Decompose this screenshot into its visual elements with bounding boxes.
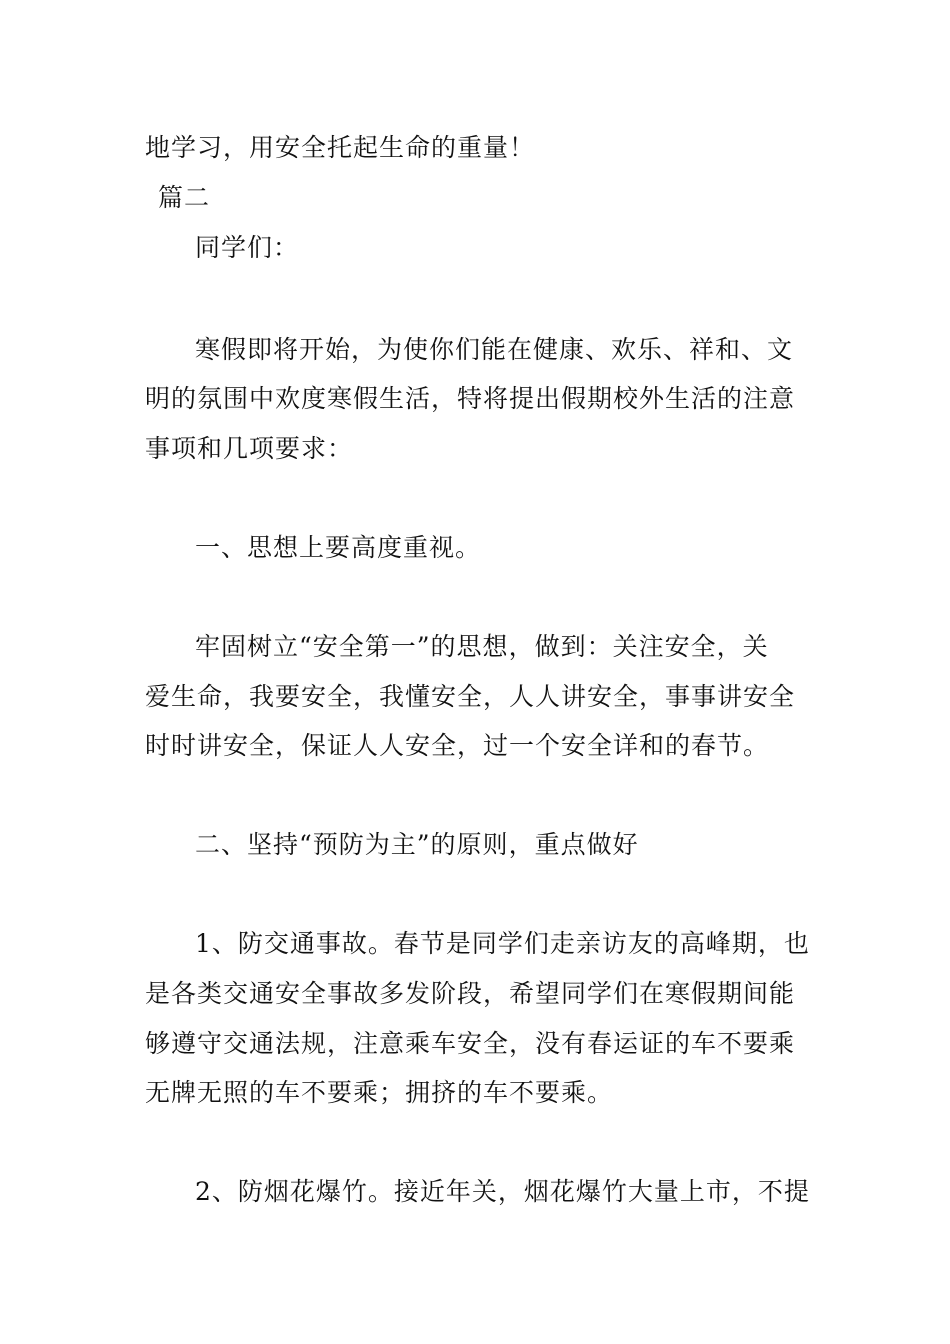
paragraph-line: 够遵守交通法规，注意乘车安全，没有春运证的车不要乘 (145, 1029, 796, 1058)
paragraph-line: 牢固树立“安全第一”的思想，做到：关注安全，关 (195, 632, 769, 661)
paragraph-line: 明的氛围中欢度寒假生活，特将提出假期校外生活的注意 (145, 384, 796, 413)
paragraph-line: 寒假即将开始，为使你们能在健康、欢乐、祥和、文 (195, 335, 794, 364)
paragraph-line: 无牌无照的车不要乘；拥挤的车不要乘。 (145, 1078, 614, 1107)
section-heading: 篇二 (158, 183, 211, 212)
salutation: 同学们： (195, 233, 300, 262)
paragraph-line: 事项和几项要求： (145, 434, 354, 463)
paragraph-line: 爱生命，我要安全，我懂安全，人人讲安全，事事讲安全 (145, 682, 796, 711)
paragraph-line: 1、防交通事故。春节是同学们走亲访友的高峰期，也 (195, 929, 810, 958)
text-line: 地学习，用安全托起生命的重量！ (145, 133, 536, 162)
paragraph-line: 2、防烟花爆竹。接近年关，烟花爆竹大量上市，不提 (195, 1177, 810, 1206)
subheading: 二、坚持“预防为主”的原则，重点做好 (195, 830, 639, 859)
paragraph-line: 时时讲安全，保证人人安全，过一个安全详和的春节。 (145, 731, 770, 760)
paragraph-line: 是各类交通安全事故多发阶段，希望同学们在寒假期间能 (145, 979, 796, 1008)
subheading: 一、思想上要高度重视。 (195, 533, 482, 562)
